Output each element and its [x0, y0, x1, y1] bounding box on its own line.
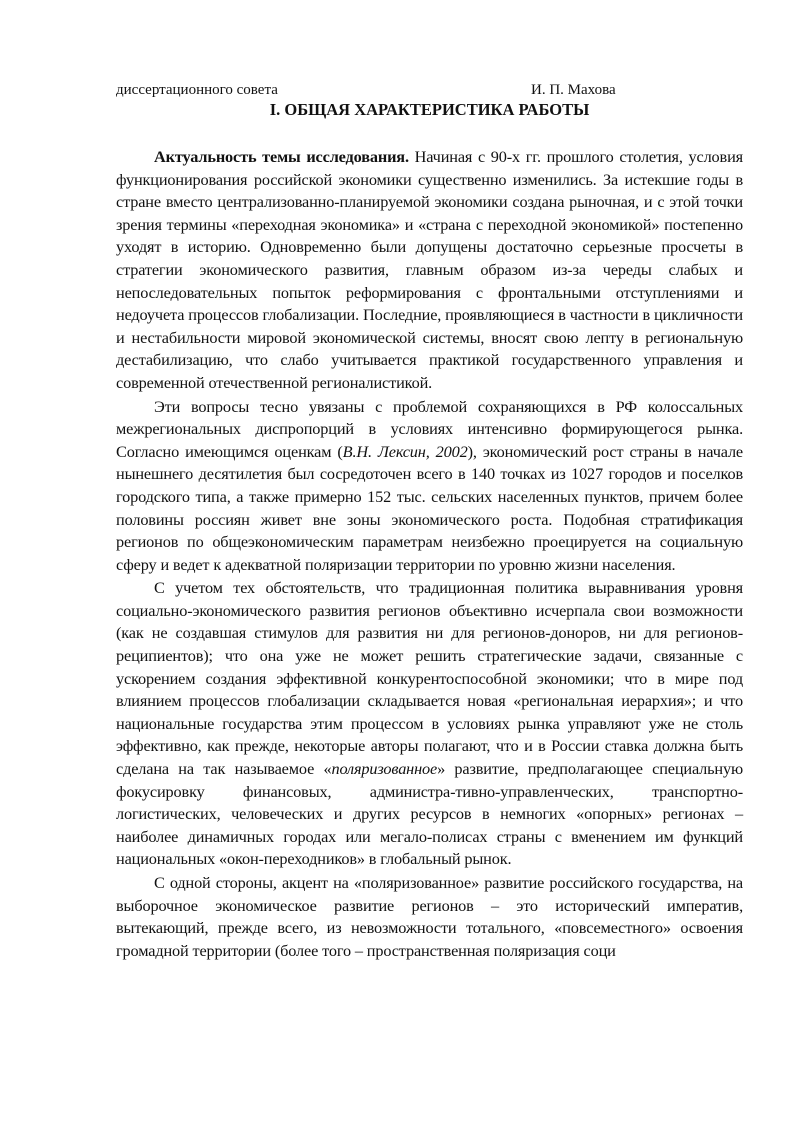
paragraph-text-before: Эти вопросы тесно увязаны с проблемой сохраняющихся в РФ колоссальных межрегиональных диспропорций в условиях интенсивно формирующегося рынка. Согласно имеющимся оценкам (: [116, 396, 743, 461]
header-row: [116, 80, 684, 100]
header-left-text: диссертационного совета: [116, 82, 278, 98]
paragraph-historical-imperative: [116, 872, 743, 962]
header-right-author: И. П. Махова: [531, 82, 616, 98]
paragraph-polarized-development: [116, 577, 743, 871]
paragraph-text: Начиная с 90-х гг. прошлого столетия, условия функционирования российской экономики существенно изменились. За истекшие годы в стране вместо централизованно-планируемой экономики создана рыночная, и с этой точки зрения термины «переходная экономика» и «страна с переходной экономикой» постепенно уходят в историю. Одновременно были допущены достаточно серьезные просчеты в стратегии экономического развития, главным образом из-за череды слабых и непоследовательных попыток реформирования с фронтальными отступлениями и недоучета процессов глобализации. Последние, проявляющиеся в частности в цикличности и нестабильности мировой экономической системы, вносят свою лепту в региональную дестабилизацию, что слабо учитывается практикой государственного управления и современной отечественной регионалистикой.: [116, 147, 743, 392]
body-text: [116, 146, 743, 962]
paragraph-relevance: [116, 146, 743, 395]
paragraph-text-before: С учетом тех обстоятельств, что традиционная политика выравнивания уровня социально-экономического развития регионов объективно исчерпала свои возможности (как не создавшая стимулов для развития ни для регионов-доноров, ни для регионов-реципиентов); что она уже не может решить стратегические задачи, связанные с ускорением создания эффективной конкурентоспособной экономики; что в мире под влиянием процессов глобализации складывается новая «региональная иерархия»; и что национальные государства этим процессом в условиях рынка управляют уже не столь эффективно, как прежде, некоторые авторы полагают, что и в России ставка должна быть сделана на так называемое «: [116, 578, 743, 779]
paragraph-text: С одной стороны, акцент на «поляризованное» развитие российского государства, на выборочное экономическое развитие регионов – это исторический императив, вытекающий, прежде всего, из невозможности тотального, «повсеместного» освоения громадной территории (более того – пространственная поляризация соци: [116, 873, 743, 960]
section-title: I. ОБЩАЯ ХАРАКТЕРИСТИКА РАБОТЫ: [269, 100, 590, 119]
citation: В.Н. Лексин, 2002: [342, 441, 468, 461]
paragraph-text-after: » развитие, предполагающее специальную фокусировку финансовых, администра-тивно-управленческих, транспортно-логистических, человеческих и других ресурсов в немногих «опорных» регионах – наиболее динамичных городах или мегало-полисах страны с вменением им функций национальных «окон-переходников» в глобальный рынок.: [116, 759, 743, 869]
paragraph-text-after: ), экономический рост страны в начале нынешнего десятилетия был сосредоточен всего в 140 точках из 1027 городов и поселков городского типа, а также примерно 152 тыс. сельских населенных пунктов, причем более половины россиян живет вне зоны экономического роста. Подобная стратификация регионов по общеэкономическим параметрам неизбежно проецируется на социальную сферу и ведет к адекватной поляризации территории по уровню жизни населения.: [116, 441, 743, 574]
emphasized-term: поляризованное: [331, 759, 438, 779]
paragraph-lead: Актуальность темы исследования.: [154, 147, 409, 166]
paragraph-disproportions: [116, 396, 743, 577]
